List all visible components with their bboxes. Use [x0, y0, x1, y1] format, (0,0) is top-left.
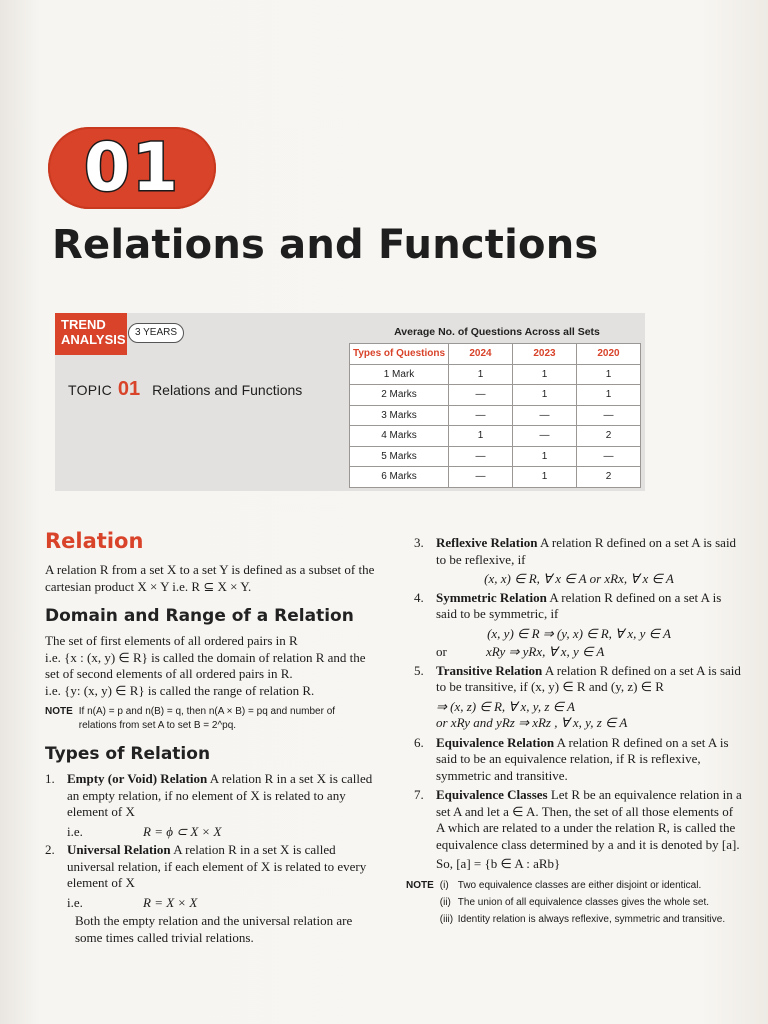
table-cell: 4 Marks — [350, 426, 449, 447]
ie-label: i.e. — [67, 894, 83, 910]
topic-row — [68, 378, 302, 401]
item-term: Equivalence Classes — [436, 787, 548, 802]
formula: R = X × X — [143, 894, 198, 910]
topic-number: 01 — [117, 378, 141, 400]
formula-row — [67, 824, 375, 841]
item-text: A relation R defined on a set A is said to be reflexive, if — [436, 535, 737, 567]
relation-heading: Relation — [45, 529, 144, 553]
header-cell: 2024 — [449, 344, 513, 365]
item-number: 6. — [414, 734, 424, 750]
right-column — [406, 535, 744, 934]
chapter-badge — [48, 127, 216, 209]
table-cell: 2 — [577, 426, 641, 447]
formula: R = ϕ ⊂ X × X — [143, 823, 222, 839]
note-label: NOTE — [406, 879, 434, 891]
note-box — [45, 705, 375, 733]
header-cell: 2020 — [577, 344, 641, 365]
table-cell: 1 — [513, 385, 577, 406]
table-cell: 1 — [449, 364, 513, 385]
years-badge: 3 YEARS — [128, 323, 184, 343]
item-text: A relation R in a set X is called universal relation, if each element of X is related to every element of X — [67, 842, 367, 890]
note-list — [440, 879, 725, 930]
list-item — [414, 787, 744, 853]
item-term: Transitive Relation — [436, 662, 543, 678]
ie-label: i.e. — [67, 823, 83, 839]
table-cell: — — [449, 405, 513, 426]
note-item-text: Two equivalence classes are either disjoint or identical. — [457, 879, 702, 891]
formula: (x, x) ∈ R, ∀ x ∈ A or xRx, ∀ x ∈ A — [484, 571, 674, 586]
table-cell: — — [449, 385, 513, 406]
formula: (x, y) ∈ R ⇒ (y, x) ∈ R, ∀ x, y ∈ A — [487, 625, 671, 641]
table-cell: — — [513, 405, 577, 426]
table-row — [350, 467, 641, 488]
note-text: If n(A) = p and n(B) = q, then n(A × B) = pq and number of relations from set A to set B = 2^pq. — [78, 706, 336, 731]
table-cell: — — [577, 446, 641, 467]
header-cell: 2023 — [513, 344, 577, 365]
trend-analysis-tag: TREND ANALYSIS — [55, 313, 127, 355]
formula: So, [a] = {b ∈ A : aRb} — [436, 856, 561, 871]
table-cell: 1 — [577, 385, 641, 406]
item-text: A relation R defined on a set A is said to be an equivalence relation, if R is reflexive, symmetric and transitive. — [436, 734, 729, 783]
note-box — [406, 879, 744, 930]
formula-row — [436, 644, 744, 661]
item-text: Let R be an equivalence relation in a set A and let a ∈ A. Then, the set of all those elements of A which are related to a under the relation R, is called the equivalence class determined by a and it is denoted by [a]. — [436, 787, 742, 852]
trivial-relations-text: Both the empty relation and the universal relation are some times called trivial relations. — [75, 913, 353, 945]
table-header-row — [350, 344, 641, 365]
table-cell: 1 — [513, 446, 577, 467]
table-row — [350, 426, 641, 447]
left-column — [45, 528, 375, 950]
note-item — [440, 913, 725, 927]
item-text: A relation R in a set X is called an empty relation, if no element of X is related to any element of X — [67, 771, 373, 819]
item-term: Reflexive Relation — [436, 535, 538, 550]
topic-name: Relations and Functions — [152, 382, 303, 398]
table-row — [350, 364, 641, 385]
formula: or xRy and yRz ⇒ xRz , ∀ x, y, z ∈ A — [436, 715, 628, 730]
table-caption: Average No. of Questions Across all Sets — [394, 326, 600, 338]
table-row — [350, 385, 641, 406]
domain-text-2: i.e. {x : (x, y) ∈ R} is called the domain of relation R and the set of second elements of all ordered pairs in R. — [45, 649, 366, 681]
note-item — [440, 896, 725, 910]
list-item — [45, 771, 375, 821]
table-cell: 1 — [513, 467, 577, 488]
chapter-title: Relations and Functions — [52, 222, 599, 268]
note-item-number: (iii) — [439, 913, 454, 925]
item-term: Equivalence Relation — [436, 734, 555, 750]
item-text: A relation R defined on a set A is said to be symmetric, if — [436, 589, 722, 621]
list-item — [414, 735, 744, 785]
item-number: 5. — [414, 662, 424, 678]
table-cell: 1 — [513, 364, 577, 385]
item-number: 3. — [414, 535, 424, 550]
list-item — [414, 663, 744, 696]
note-item-number: (ii) — [439, 896, 451, 908]
table-cell: — — [577, 405, 641, 426]
formula-row — [67, 895, 375, 912]
header-cell: Types of Questions — [350, 344, 449, 365]
table-row — [350, 446, 641, 467]
trend-table — [349, 343, 641, 488]
table-cell: — — [449, 446, 513, 467]
formula: xRy ⇒ yRx, ∀ x, y ∈ A — [486, 644, 605, 659]
or-label: or — [436, 644, 447, 659]
table-cell: 2 Marks — [350, 385, 449, 406]
chapter-number: 01 — [84, 129, 180, 206]
item-term: Universal Relation — [67, 842, 171, 857]
relation-definition: A relation R from a set X to a set Y is defined as a subset of the cartesian product X × Y i.e. R ⊆ X × Y. — [45, 562, 375, 594]
formula: ⇒ (x, z) ∈ R, ∀ x, y, z ∈ A — [436, 698, 575, 714]
note-item-number: (i) — [439, 879, 449, 891]
table-cell: 1 Mark — [350, 364, 449, 385]
table-cell: 5 Marks — [350, 446, 449, 467]
table-cell: 1 — [449, 426, 513, 447]
domain-text-1: The set of first elements of all ordered pairs in R — [45, 633, 298, 648]
note-item-text: The union of all equivalence classes gives the whole set. — [457, 896, 710, 908]
note-item — [440, 879, 725, 893]
topic-label: TOPIC — [68, 382, 113, 398]
item-number: 2. — [45, 842, 55, 857]
note-item-text: Identity relation is always reflexive, symmetric and transitive. — [457, 913, 726, 925]
item-number: 4. — [414, 589, 424, 605]
types-heading: Types of Relation — [45, 744, 211, 764]
table-cell: 6 Marks — [350, 467, 449, 488]
table-cell: 1 — [577, 364, 641, 385]
item-term: Symmetric Relation — [436, 589, 547, 605]
list-item — [45, 842, 375, 892]
domain-text-3: i.e. {y: (x, y) ∈ R} is called the range of relation R. — [45, 682, 315, 698]
domain-range-heading: Domain and Range of a Relation — [45, 606, 354, 626]
table-cell: 2 — [577, 467, 641, 488]
item-text: A relation R defined on a set A is said to be transitive, if (x, y) ∈ R and (y, z) ∈ R — [436, 662, 741, 694]
item-number: 7. — [414, 787, 424, 802]
item-number: 1. — [45, 771, 55, 786]
table-cell: — — [513, 426, 577, 447]
table-row — [350, 405, 641, 426]
table-cell: — — [449, 467, 513, 488]
note-label: NOTE — [45, 706, 73, 717]
table-cell: 3 Marks — [350, 405, 449, 426]
list-item — [414, 535, 744, 568]
list-item — [414, 590, 744, 623]
item-term: Empty (or Void) Relation — [67, 771, 208, 786]
